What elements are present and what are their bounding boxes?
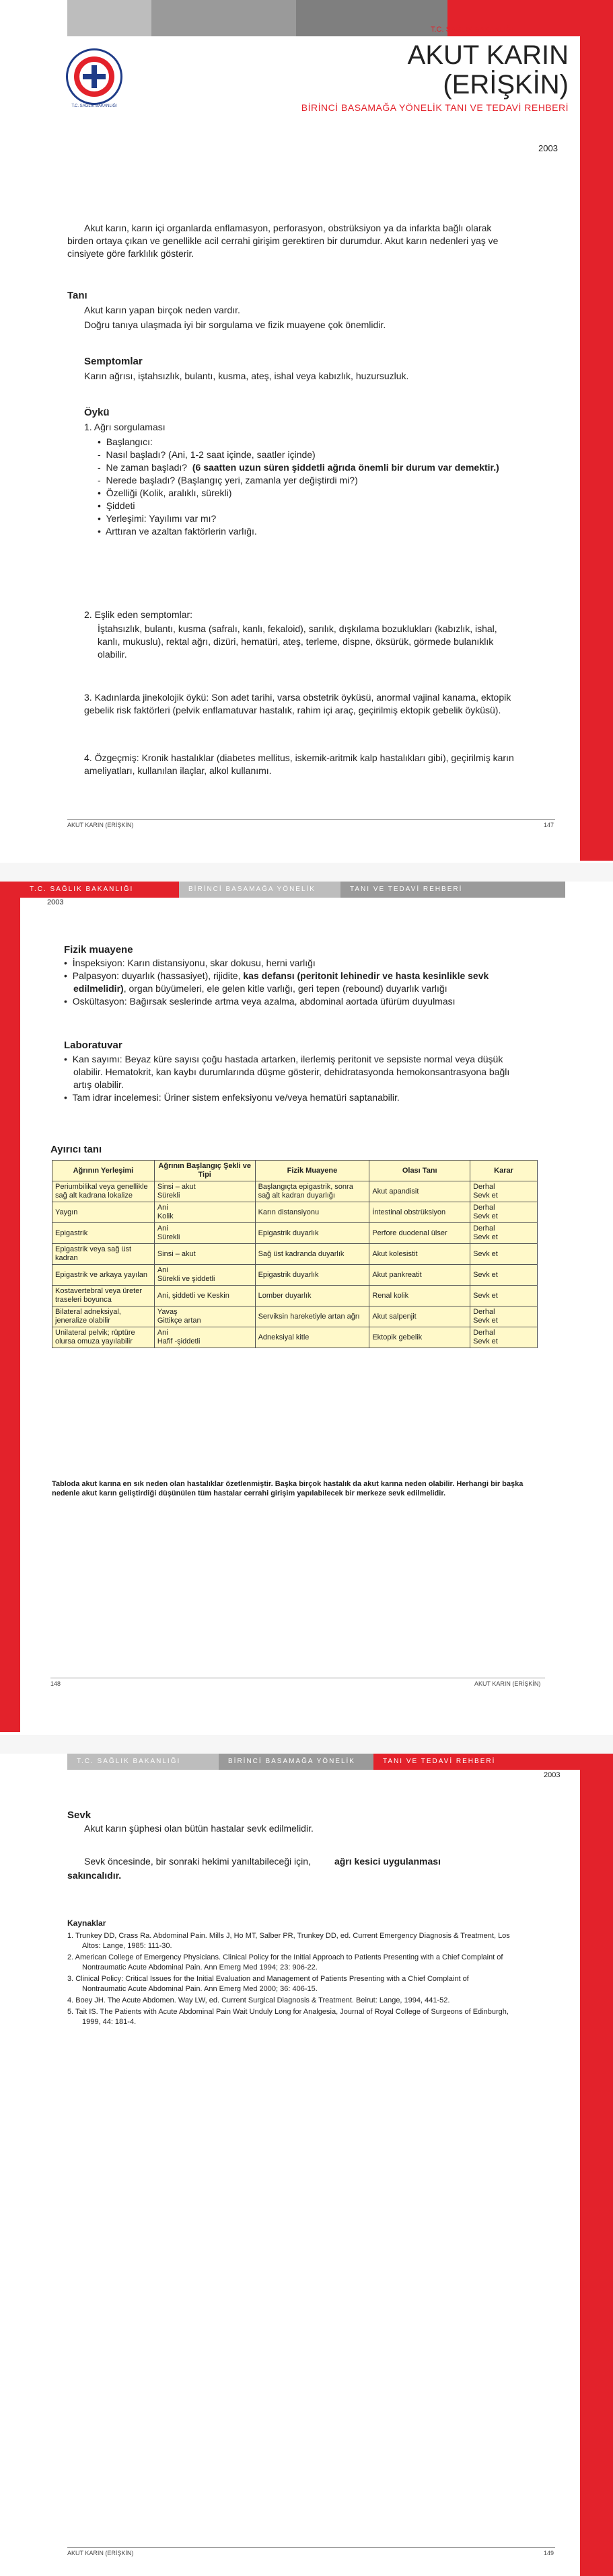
table-cell: Sevk et [470, 1244, 538, 1265]
right-accent-stripe [580, 0, 613, 861]
logo-caption: T.C. SAĞLIK BAKANLIĞI [71, 104, 117, 108]
table-row [52, 1286, 538, 1306]
page-number: 149 [544, 2550, 554, 2557]
footer-rule [67, 819, 555, 820]
table-cell: Akut salpenjit [369, 1306, 470, 1327]
doc-subtitle: BİRİNCİ BASAMAĞA YÖNELİK TANI VE TEDAVİ REHBERİ [301, 102, 569, 113]
table-cell: Epigastrik veya sağ üst kadran [52, 1244, 155, 1265]
table-cell: Derhal Sevk et [470, 1327, 538, 1348]
table-cell: Adneksiyal kitle [255, 1327, 369, 1348]
table-row [52, 1244, 538, 1265]
reference-list [67, 1931, 511, 2029]
fizik-item: • Palpasyon: duyarlık (hassasiyet), rijidite, kas defansı (peritonit lehinedir ve hasta kesinlikle sevk edilmelidir), organ büyümeleri, ele gelen kitle varlığı, geri tepen (rebound) duyarlık varlığı [64, 970, 489, 994]
table-header: Fizik Muayene [255, 1161, 369, 1181]
tani-heading: Tanı [67, 290, 87, 301]
table-cell: İntestinal obstrüksiyon [369, 1202, 470, 1223]
fizik-heading: Fizik muayene [64, 944, 133, 955]
agri-heading: 1. Ağrı sorgulaması [84, 422, 166, 432]
right-accent-stripe [580, 1754, 613, 2576]
sevk-line-1: Akut karın şüphesi olan bütün hastalar sevk edilmelidir. [84, 1823, 314, 1834]
table-cell: Sağ üst kadranda duyarlık [255, 1244, 369, 1265]
table-row [52, 1306, 538, 1327]
table-cell: Unilateral pelvik; rüptüre olursa omuza yayılabilir [52, 1327, 155, 1348]
table-cell: Bilateral adneksiyal, jeneralize olabilir [52, 1306, 155, 1327]
agri-item: - Nerede başladı? (Başlangıç yeri, zamanla yer değiştirdi mi?) [98, 475, 358, 485]
table-row [52, 1327, 538, 1348]
oyku-heading: Öykü [84, 407, 110, 418]
table-cell: Ani Kolik [154, 1202, 255, 1223]
header-bar-gray [151, 0, 296, 36]
eslik-heading: 2. Eşlik eden semptomlar: [84, 609, 193, 620]
header-bar-gray-dark [296, 0, 447, 36]
ministry-logo [66, 48, 122, 108]
reference-item: 2. American College of Emergency Physicians. Clinical Policy for the Initial Approach to Patients Presenting with a Chief Complaint of Nontraumatic Acute Abdominal Pain. Ann Emerg Med 1994; 23: 906-22. [67, 1953, 503, 1972]
header-bar-level: BİRİNCİ BASAMAĞA YÖNELİK [179, 882, 350, 898]
agri-bold-note: (6 saatten uzun süren şiddetli ağrıda önemli bir durum var demektir.) [192, 462, 499, 473]
table-cell: Başlangıçta epigastrik, sonra sağ alt kadran duyarlığı [255, 1181, 369, 1202]
table-cell: Derhal Sevk et [470, 1181, 538, 1202]
reference-item: 3. Clinical Policy: Critical Issues for the Initial Evaluation and Management of Patients Presenting with a Chief Complaint of Nontraumatic Acute Abdominal Pain. Ann Emerg Med 2000; 36: 406-15. [67, 1975, 469, 1993]
sevk-heading: Sevk [67, 1809, 92, 1821]
page-number: 148 [50, 1680, 61, 1687]
header-bar-guide: TANI VE TEDAVİ REHBERİ [340, 882, 565, 898]
sevk-bold-note: ağrı kesici uygulanması [334, 1856, 441, 1867]
lab-item: • Kan sayımı: Beyaz küre sayısı çoğu hastada artarken, ilerlemiş peritonit ve sepsiste normal veya düşük olabilir. Hematokrit, kan kaybı durumlarında düşme gösterir, dehidratasyonda hemokonsantrasyona bağlı artış olabilir. [64, 1054, 510, 1090]
fizik-bold-note: kas defansı (peritonit lehinedir ve hasta kesinlikle sevk edilmelidir) [73, 970, 489, 994]
table-cell: Derhal Sevk et [470, 1223, 538, 1244]
header-bar-guide: TANI VE TEDAVİ REHBERİ [373, 1754, 585, 1770]
agri-item: - Nasıl başladı? (Ani, 1-2 saat içinde, saatler içinde) [98, 449, 316, 460]
header-bar-ministry: T.C. SAĞLIK BAKANLIĞI [20, 882, 188, 898]
table-cell: Ani Sürekli ve şiddetli [154, 1265, 255, 1286]
table-cell: Serviksin hareketiyle artan ağrı [255, 1306, 369, 1327]
lab-list [64, 1053, 528, 1104]
header-bar-level: BİRİNCİ BASAMAĞA YÖNELİK [219, 1754, 383, 1770]
fizik-list [64, 957, 528, 1008]
agri-item: • Başlangıcı: [98, 436, 153, 447]
table-header-row [52, 1161, 538, 1181]
table-header: Karar [470, 1161, 538, 1181]
agri-item: • Özelliği (Kolik, aralıklı, sürekli) [98, 487, 232, 498]
year: 2003 [538, 143, 558, 153]
table-cell: Ani Sürekli [154, 1223, 255, 1244]
table-cell: Kostavertebral veya üreter traseleri boyunca [52, 1286, 155, 1306]
header-bar-gray-light [67, 0, 151, 36]
kadin-text: 3. Kadınlarda jinekolojik öykü: Son adet tarihi, varsa obstetrik öyküsü, anormal vajinal kanama, ektopik gebelik risk faktörleri (pelvik enflamatuvar hastalık, rahim içi araç, geçirilmiş ektopik gebelik öyküsü). [84, 692, 511, 715]
footer-left: AKUT KARIN (ERİŞKİN) [67, 822, 134, 828]
table-header: Ağrının Yerleşimi [52, 1161, 155, 1181]
table-cell: Yaygın [52, 1202, 155, 1223]
table-cell: Epigastrik [52, 1223, 155, 1244]
table-note: Tabloda akut karına en sık neden olan hastalıklar özetlenmiştir. Başka birçok hastalık da akut karına neden olabilir. Herhangi bir başka nedenle akut karın geliştirdiği düşünülen tüm hastalar cerrahi girişim yapılabilecek bir merkeze sevk edilmelidir. [52, 1480, 524, 1497]
sevk-line-3: sakıncalıdır. [67, 1870, 122, 1881]
table-cell: Akut apandisit [369, 1181, 470, 1202]
eslik-text: İştahsızlık, bulantı, kusma (safralı, kanlı, fekaloid), sarılık, dışkılama bozuklukları (kabızlık, ishal, kanlı, mukuslu), rektal ağrı, dizüri, hematüri, ateş, terleme, dispne, öksürük, görmede bulanıklık olabilir. [98, 623, 497, 660]
table-cell: Sevk et [470, 1265, 538, 1286]
lab-heading: Laboratuvar [64, 1040, 122, 1051]
lab-item: • Tam idrar incelemesi: Üriner sistem enfeksiyonu ve/veya hematüri saptanabilir. [64, 1092, 400, 1103]
table-row [52, 1223, 538, 1244]
semptom-text: Karın ağrısı, iştahsızlık, bulantı, kusma, ateş, ishal veya kabızlık, huzursuzluk. [84, 370, 409, 381]
table-row [52, 1181, 538, 1202]
page-separator [0, 863, 613, 882]
table-cell: Ani, şiddetli ve Keskin [154, 1286, 255, 1306]
doc-title-line1: AKUT KARIN [407, 40, 569, 70]
left-accent-stripe [0, 882, 20, 1732]
agri-item: • Şiddeti [98, 500, 135, 511]
semptom-heading: Semptomlar [84, 356, 143, 367]
ministry-label: T.C. SAĞLIK BAKANLIĞI [431, 26, 514, 34]
footer-left: AKUT KARIN (ERİŞKİN) [67, 2550, 134, 2557]
table-cell: Ani Hafif -şiddetli [154, 1327, 255, 1348]
table-cell: Derhal Sevk et [470, 1202, 538, 1223]
table-cell: Periumbilikal veya genellikle sağ alt kadrana lokalize [52, 1181, 155, 1202]
reference-item: 5. Tait IS. The Patients with Acute Abdominal Pain Wait Unduly Long for Analgesia, Journal of Royal College of Surgeons of Edinburgh, 1999, 44: 181-4. [67, 2008, 509, 2026]
intro-paragraph: Akut karın, karın içi organlarda enflamasyon, perforasyon, obstrüksiyon ya da infarkta bağlı olarak birden ortaya çıkan ve genellikle acil cerrahi girişim gerektiren bir durumdur. Akut karın nedenleri yaş ve cinsiyete göre farklılık gösterir. [67, 223, 499, 259]
table-header: Olası Tanı [369, 1161, 470, 1181]
table-cell: Epigastrik duyarlık [255, 1265, 369, 1286]
table-cell: Yavaş Gittikçe artan [154, 1306, 255, 1327]
table-header: Ağrının Başlangıç Şekli ve Tipi [154, 1161, 255, 1181]
agri-item: • Arttıran ve azaltan faktörlerin varlığı. [98, 526, 257, 537]
table-cell: Sinsi – akut Sürekli [154, 1181, 255, 1202]
table-cell: Epigastrik ve arkaya yayılan [52, 1265, 155, 1286]
reference-item: 4. Boey JH. The Acute Abdomen. Way LW, ed. Current Surgical Diagnosis & Treatment. Beirut: Lange, 1994, 441-52. [67, 1996, 450, 2004]
page-number: 147 [544, 822, 554, 828]
footer-right: AKUT KARIN (ERİŞKİN) [474, 1680, 541, 1687]
sevk-line-2: Sevk öncesinde, bir sonraki hekimi yanıltabileceği için, ağrı kesici uygulanması [84, 1856, 441, 1867]
table-cell: Sinsi – akut [154, 1244, 255, 1265]
table-cell: Lomber duyarlık [255, 1286, 369, 1306]
agri-item: • Yerleşimi: Yayılımı var mı? [98, 513, 217, 524]
year: 2003 [544, 1771, 561, 1779]
tani-line-2: Doğru tanıya ulaşmada iyi bir sorgulama ve fizik muayene çok önemlidir. [84, 319, 386, 330]
table-cell: Epigastrik duyarlık [255, 1223, 369, 1244]
doc-title [336, 40, 569, 100]
doc-title-line2: (ERİŞKİN) [443, 70, 569, 100]
ozgecmis-text: 4. Özgeçmiş: Kronik hastalıklar (diabetes mellitus, iskemik-aritmik kalp hastalıkları gibi), geçirilmiş karın ameliyatları, kullanılan ilaçlar, alkol kullanımı. [84, 752, 514, 776]
fizik-item: • Oskültasyon: Bağırsak seslerinde artma veya azalma, abdominal aortada üfürüm duyulması [64, 996, 456, 1007]
tani-line-1: Akut karın yapan birçok neden vardır. [84, 305, 240, 315]
agri-item: - Ne zaman başladı? (6 saatten uzun süren şiddetli ağrıda önemli bir durum var demektir.) [98, 462, 499, 473]
year: 2003 [47, 898, 64, 906]
table-row [52, 1202, 538, 1223]
table-cell: Akut pankreatit [369, 1265, 470, 1286]
agri-list [98, 436, 528, 538]
table-cell: Derhal Sevk et [470, 1306, 538, 1327]
table-cell: Sevk et [470, 1286, 538, 1306]
footer-rule [67, 2547, 555, 2548]
page-separator [0, 1735, 613, 1754]
fizik-item: • İnspeksiyon: Karın distansiyonu, skar dokusu, herni varlığı [64, 958, 316, 968]
reference-item: 1. Trunkey DD, Crass Ra. Abdominal Pain. Mills J, Ho MT, Salber PR, Trunkey DD, ed. Current Emergency Diagnosis & Treatment, Los Altos: Lange, 1985: 111-30. [67, 1932, 510, 1950]
table-row [52, 1265, 538, 1286]
table-cell: Ektopik gebelik [369, 1327, 470, 1348]
differential-table [52, 1160, 538, 1348]
ayirici-heading: Ayırıcı tanı [50, 1144, 102, 1155]
table-cell: Renal kolik [369, 1286, 470, 1306]
table-cell: Akut kolesistit [369, 1244, 470, 1265]
table-cell: Perfore duodenal ülser [369, 1223, 470, 1244]
kaynak-heading: Kaynaklar [67, 1918, 106, 1928]
logo-emblem-icon [68, 50, 120, 103]
header-bar-ministry: T.C. SAĞLIK BAKANLIĞI [67, 1754, 228, 1770]
table-cell: Karın distansiyonu [255, 1202, 369, 1223]
